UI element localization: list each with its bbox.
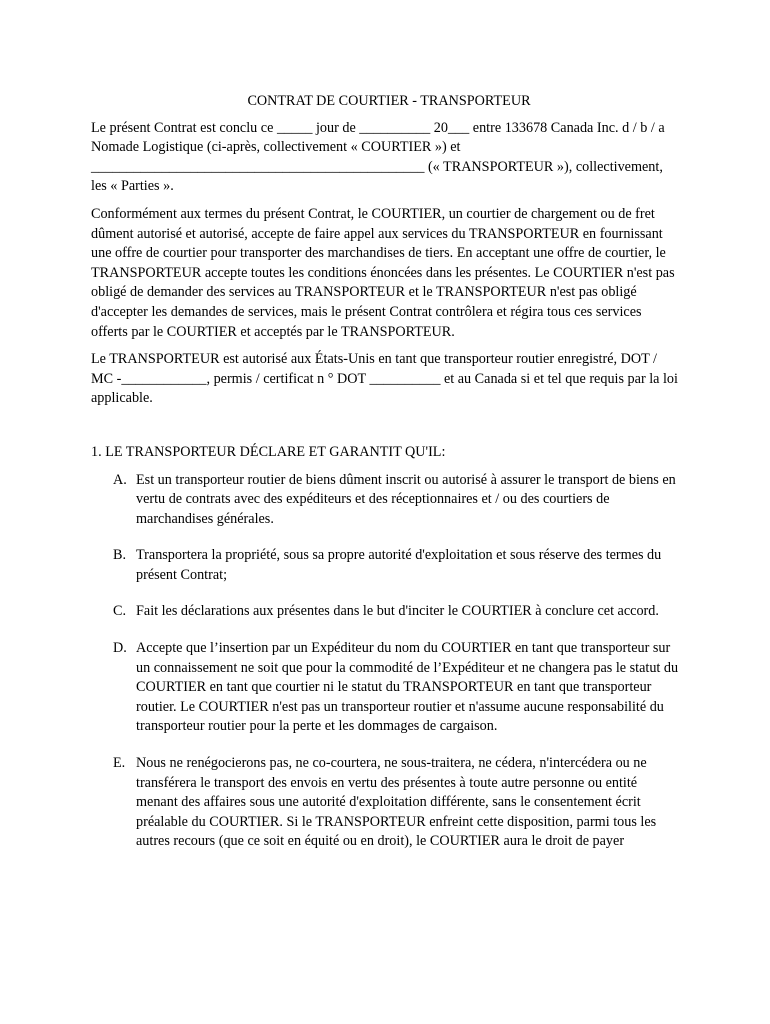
intro-paragraph: Le présent Contrat est conclu ce _____ jour de __________ 20___ entre 133678 Canada Inc. d / b / a Nomade Logistique (ci-après, collectivement « COURTIER ») et _______________________________________________ (« TRANSPORTEUR »), collectivement, les « Parties ». bbox=[91, 119, 665, 195]
list-item bbox=[91, 471, 681, 530]
terms-paragraph: Conformément aux termes du présent Contrat, le COURTIER, un courtier de chargement ou de fret dûment autorisé et autorisé, accepte de faire appel aux services du TRANSPORTEUR en fournissant une offre de courtier pour transporter des marchandises de tiers. En acceptant une offre de courtier, le TRANSPORTEUR accepte toutes les conditions énoncées dans les présentes. Le COURTIER n'est pas obligé de demander des services au TRANSPORTEUR et le TRANSPORTEUR n'est pas obligé d'accepter les demandes de services, mais le présent Contrat contrôlera et régira tous ces services offerts par le COURTIER et acceptés par le TRANSPORTEUR. bbox=[91, 205, 675, 340]
list-item-text: Est un transporteur routier de biens dûment inscrit ou autorisé à assurer le transport de biens en vertu de contrats avec des expéditeurs et des réceptionnaires et / ou des courtiers de marchandises générales. bbox=[136, 471, 676, 527]
section-1-list bbox=[91, 471, 681, 853]
list-item-letter: E. bbox=[113, 755, 126, 772]
document-page bbox=[91, 92, 681, 869]
list-item-text: Fait les déclarations aux présentes dans le but d'inciter le COURTIER à conclure cet accord. bbox=[136, 603, 659, 620]
authorization-paragraph: Le TRANSPORTEUR est autorisé aux États-Unis en tant que transporteur routier enregistré, DOT / MC -____________, permis / certificat n ° DOT __________ et au Canada si et tel que requis par la loi applicable. bbox=[91, 351, 678, 407]
list-item-letter: A. bbox=[113, 471, 127, 488]
document-title: CONTRAT DE COURTIER - TRANSPORTEUR bbox=[247, 93, 531, 109]
list-item bbox=[91, 546, 681, 585]
list-item-letter: C. bbox=[113, 603, 127, 620]
list-item bbox=[91, 602, 681, 622]
list-item-text: Transportera la propriété, sous sa propre autorité d'exploitation et sous réserve des termes du présent Contrat; bbox=[136, 547, 662, 583]
list-item bbox=[91, 639, 681, 737]
section-1-heading: 1. LE TRANSPORTEUR DÉCLARE ET GARANTIT QU'IL: bbox=[91, 443, 446, 460]
list-item-text: Nous ne renégocierons pas, ne co-courtera, ne sous-traitera, ne cédera, n'intercédera ou ne transférera le transport des envois en vertu des présentes à toute autre personne ou entité menant des affaires sous une autorité d'exploitation différente, sans le consentement écrit préalable du COURTIER. Si le TRANSPORTEUR enfreint cette disposition, parmi tous les autres recours (que ce soit en équité ou en droit), le COURTIER aura le droit de payer bbox=[136, 755, 657, 850]
list-item-text: Accepte que l’insertion par un Expéditeur du nom du COURTIER en tant que transporteur sur un connaissement ne soit que pour la commodité de l’Expéditeur et ne changera pas le statut du COURTIER en tant que courtier ni le statut du TRANSPORTEUR en tant que transporteur routier. Le COURTIER n'est pas un transporteur routier et n'assume aucune responsabilité du transporteur routier pour la perte et les dommages de cargaison. bbox=[136, 640, 679, 735]
list-item-letter: B. bbox=[113, 547, 127, 564]
list-item-letter: D. bbox=[113, 640, 127, 657]
list-item bbox=[91, 754, 681, 852]
